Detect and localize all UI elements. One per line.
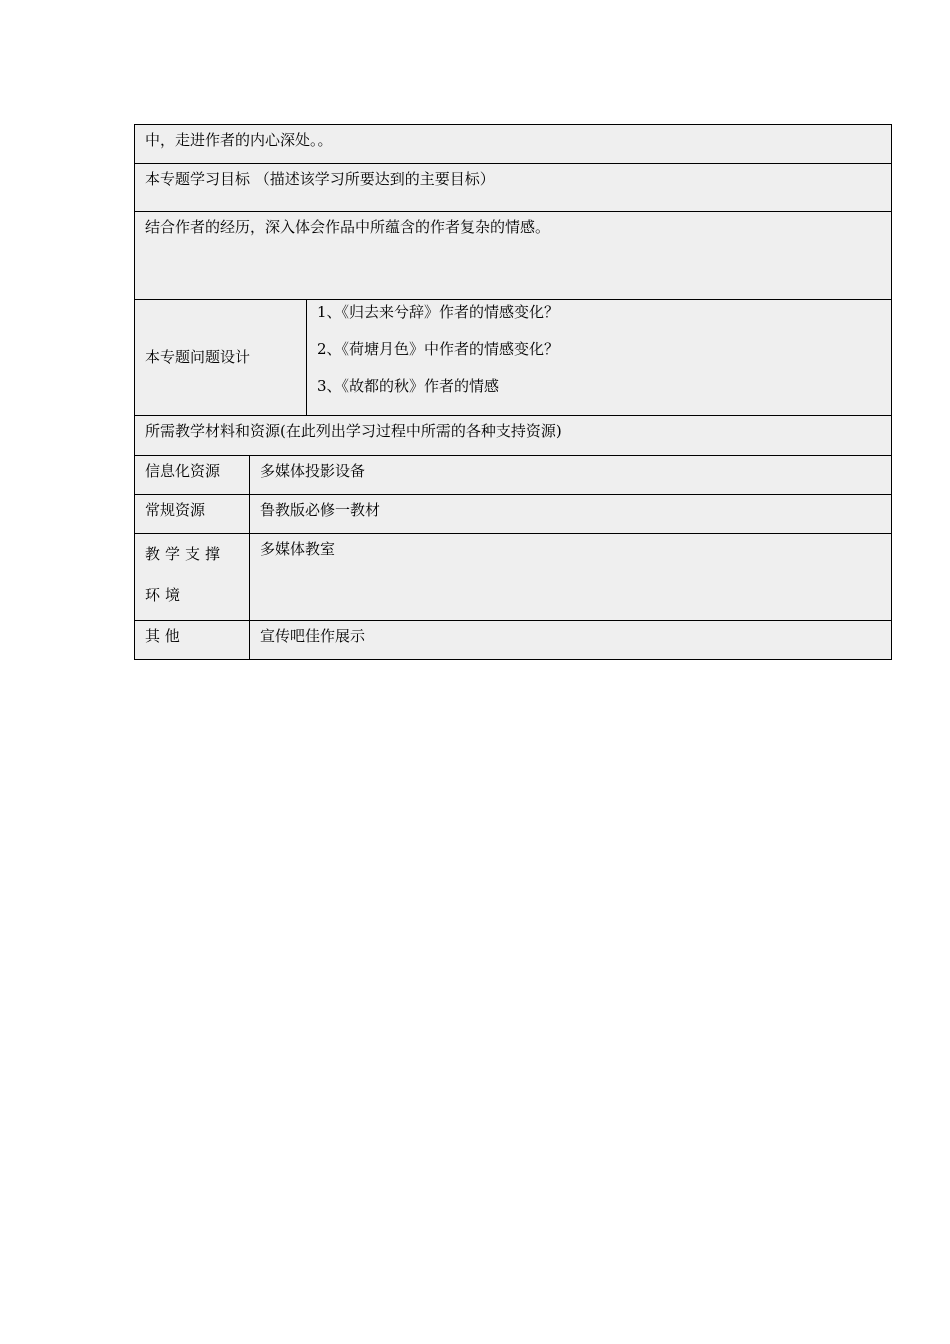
continuation-row bbox=[135, 125, 892, 164]
design-row bbox=[135, 300, 892, 416]
design-label: 本专题问题设计 bbox=[135, 300, 307, 416]
design-question-2: 2、《荷塘月色》中作者的情感变化？ bbox=[317, 340, 560, 358]
resource-value: 鲁教版必修一教材 bbox=[250, 495, 892, 534]
design-question-3: 3、《故都的秋》作者的情感 bbox=[317, 377, 500, 395]
resource-row-environment bbox=[135, 534, 892, 621]
resource-label: 教学支撑环境 bbox=[135, 534, 250, 621]
resource-value: 多媒体教室 bbox=[250, 534, 892, 621]
resource-label: 信息化资源 bbox=[135, 456, 250, 495]
resource-label: 常规资源 bbox=[135, 495, 250, 534]
resource-row-info bbox=[135, 456, 892, 495]
resource-value: 宣传吧佳作展示 bbox=[250, 621, 892, 660]
lesson-plan-table bbox=[134, 124, 892, 660]
materials-heading-row bbox=[135, 416, 892, 456]
resource-row-regular bbox=[135, 495, 892, 534]
resource-label: 其 他 bbox=[135, 621, 250, 660]
design-question-1: 1、《归去来兮辞》作者的情感变化？ bbox=[317, 303, 560, 321]
goal-text: 结合作者的经历，深入体会作品中所蕴含的作者复杂的情感。 bbox=[135, 212, 892, 300]
goal-row bbox=[135, 212, 892, 300]
resource-value: 多媒体投影设备 bbox=[250, 456, 892, 495]
design-question-list bbox=[307, 300, 892, 416]
goal-heading: 本专题学习目标 （描述该学习所要达到的主要目标） bbox=[135, 164, 892, 212]
goal-heading-row bbox=[135, 164, 892, 212]
resource-row-other bbox=[135, 621, 892, 660]
continuation-text: 中，走进作者的内心深处。。 bbox=[135, 125, 892, 164]
materials-heading: 所需教学材料和资源(在此列出学习过程中所需的各种支持资源) bbox=[135, 416, 892, 456]
